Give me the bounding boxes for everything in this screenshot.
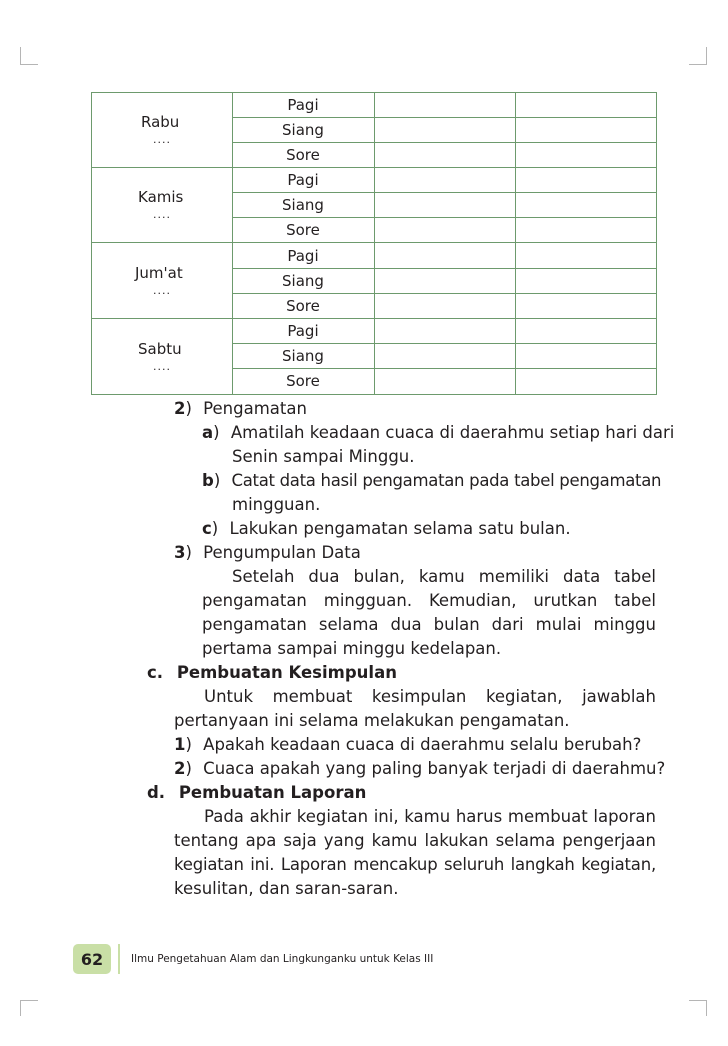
- section-c-heading: [147, 661, 397, 685]
- time-label: Siang: [282, 347, 324, 365]
- item-paren: ): [211, 519, 219, 538]
- crop-mark: [20, 1000, 21, 1016]
- time-label: Sore: [286, 372, 320, 390]
- table-column-divider: [374, 92, 375, 394]
- step-paren: ): [185, 399, 192, 418]
- step-paren: ): [185, 543, 192, 562]
- step-2b-item: [202, 469, 661, 493]
- section-title: Pembuatan Kesimpulan: [176, 663, 397, 682]
- question-text: Cuaca apakah yang paling banyak terjadi di daerahmu?: [203, 759, 666, 778]
- day-label: Sabtu: [138, 340, 182, 358]
- crop-mark: [689, 1000, 707, 1001]
- footer-book-title: Ilmu Pengetahuan Alam dan Lingkunganku untuk Kelas III: [131, 953, 434, 965]
- section-title: Pembuatan Laporan: [178, 783, 367, 802]
- table-day-divider: [91, 318, 657, 319]
- item-paren: ): [213, 423, 220, 442]
- footer-divider: [118, 944, 120, 974]
- table-row-divider: [232, 368, 657, 369]
- table-day-divider: [91, 242, 657, 243]
- time-label: Siang: [282, 121, 324, 139]
- question-number: 1: [174, 735, 186, 754]
- time-label: Sore: [286, 146, 320, 164]
- crop-mark: [689, 64, 707, 65]
- section-label: c.: [147, 663, 164, 682]
- step-title: Pengumpulan Data: [203, 543, 361, 562]
- step-title: Pengamatan: [203, 399, 307, 418]
- crop-mark: [706, 1000, 707, 1016]
- table-row-divider: [232, 268, 657, 269]
- paragraph-line: Pada akhir kegiatan ini, kamu harus membuat laporan: [204, 807, 656, 826]
- question-1: [174, 733, 641, 757]
- day-label: Kamis: [138, 188, 184, 206]
- item-letter: b: [202, 471, 214, 490]
- day-dots: ....: [153, 284, 171, 297]
- time-label: Siang: [282, 272, 324, 290]
- paragraph-line: tentang apa saja yang kamu lakukan selama pengerjaan: [174, 831, 656, 850]
- day-dots: ....: [153, 360, 171, 373]
- day-dots: ....: [153, 133, 171, 146]
- page-number: 62: [80, 949, 104, 969]
- item-letter: a: [202, 423, 214, 442]
- item-text: Amatilah keadaan cuaca di daerahmu setiap hari dari: [230, 423, 675, 442]
- time-label: Pagi: [287, 96, 319, 114]
- paragraph-line: Setelah dua bulan, kamu memiliki data tabel: [232, 567, 656, 586]
- paragraph-line: kegiatan ini. Laporan mencakup seluruh langkah kegiatan,: [174, 855, 656, 874]
- item-letter: c: [202, 519, 212, 538]
- table-row-divider: [232, 293, 657, 294]
- section-label: d.: [147, 783, 166, 802]
- paragraph-line: Untuk membuat kesimpulan kegiatan, jawablah: [204, 687, 656, 706]
- crop-mark: [20, 64, 38, 65]
- table-row-divider: [232, 117, 657, 118]
- section-d-heading: [147, 781, 366, 805]
- table-row-divider: [232, 343, 657, 344]
- table-row-divider: [232, 217, 657, 218]
- paragraph-line: pertama sampai minggu kedelapan.: [202, 639, 502, 658]
- day-label: Rabu: [141, 113, 180, 131]
- step-2a-continuation: Senin sampai Minggu.: [232, 447, 415, 466]
- paragraph-line: pertanyaan ini selama melakukan pengamatan.: [174, 711, 570, 730]
- paragraph-line: kesulitan, dan saran-saran.: [174, 879, 399, 898]
- table-column-divider: [515, 92, 516, 394]
- crop-mark: [20, 1000, 38, 1001]
- page-number-badge: [73, 944, 111, 974]
- question-paren: ): [185, 735, 192, 754]
- crop-mark: [706, 47, 707, 65]
- question-paren: ): [185, 759, 192, 778]
- question-2: [174, 757, 665, 781]
- item-text: Lakukan pengamatan selama satu bulan.: [229, 519, 571, 538]
- time-label: Pagi: [287, 322, 319, 340]
- day-dots: ....: [153, 208, 171, 221]
- step-number: 3: [174, 543, 186, 562]
- step-2c-item: [202, 517, 571, 541]
- item-paren: ): [213, 471, 221, 490]
- table-row-divider: [232, 192, 657, 193]
- table-border-left: [91, 92, 92, 394]
- time-label: Pagi: [287, 171, 319, 189]
- table-border-bottom: [91, 394, 657, 395]
- time-label: Siang: [282, 196, 324, 214]
- question-number: 2: [174, 759, 186, 778]
- time-label: Pagi: [287, 247, 319, 265]
- table-border-top: [91, 92, 657, 93]
- step-2-heading: [174, 397, 307, 421]
- step-2b-continuation: mingguan.: [232, 495, 321, 514]
- time-label: Sore: [286, 297, 320, 315]
- paragraph-line: pengamatan mingguan. Kemudian, urutkan tabel: [202, 591, 656, 610]
- crop-mark: [20, 47, 21, 65]
- paragraph-line: pengamatan selama dua bulan dari mulai minggu: [202, 615, 656, 634]
- table-day-divider: [91, 167, 657, 168]
- step-3-heading: [174, 541, 361, 565]
- table-row-divider: [232, 142, 657, 143]
- table-border-right: [656, 92, 657, 394]
- step-number: 2: [174, 399, 186, 418]
- step-2a-item: [202, 421, 674, 445]
- time-label: Sore: [286, 221, 320, 239]
- question-text: Apakah keadaan cuaca di daerahmu selalu berubah?: [203, 735, 642, 754]
- day-label: Jum'at: [135, 264, 183, 282]
- item-text: Catat data hasil pengamatan pada tabel pengamatan: [231, 471, 662, 490]
